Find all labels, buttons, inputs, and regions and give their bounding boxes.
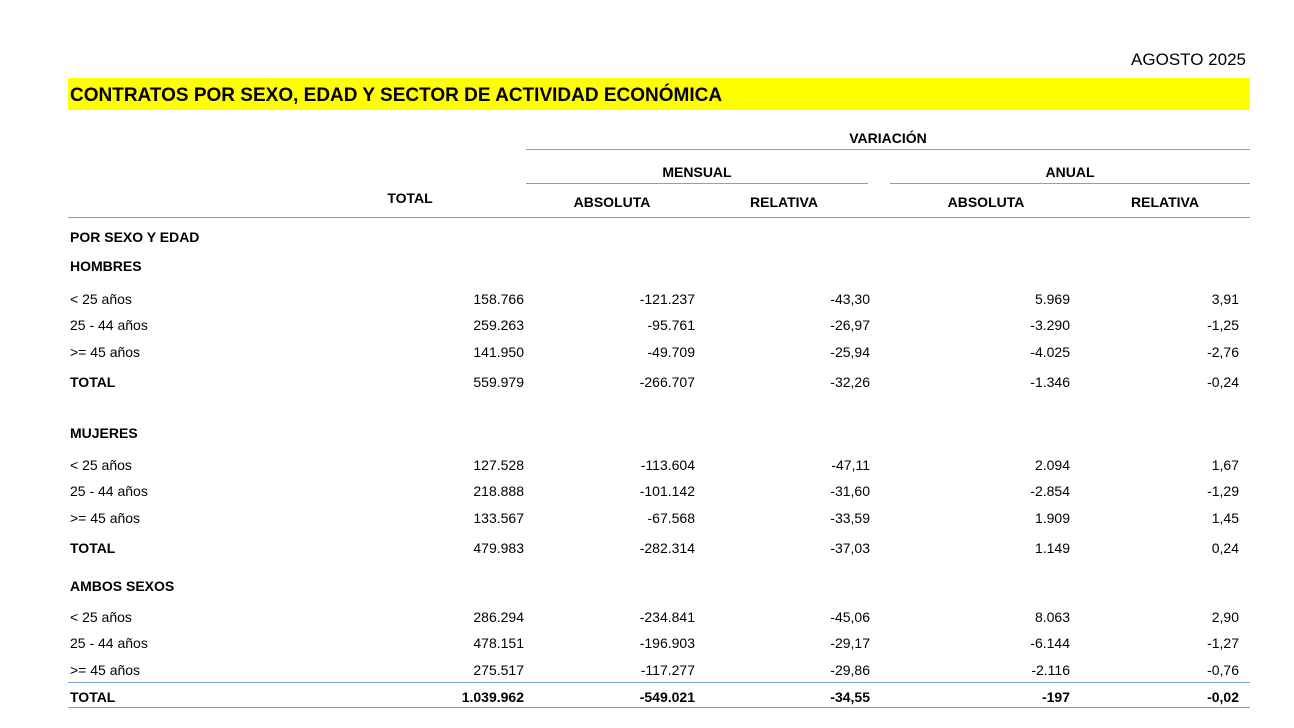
- cell-absoluta-mensual: -549.021: [639, 689, 695, 705]
- cell-relativa-anual: -2,76: [1207, 344, 1239, 360]
- table-row: [70, 635, 1250, 655]
- row-label: 25 - 44 años: [70, 635, 148, 651]
- row-label: >= 45 años: [70, 510, 141, 526]
- cell-total: 218.888: [473, 483, 524, 499]
- header-relativa-mensual: RELATIVA: [750, 194, 818, 210]
- cell-relativa-mensual: -34,55: [830, 689, 870, 705]
- report-period: AGOSTO 2025: [1131, 50, 1246, 69]
- cell-absoluta-anual: 5.969: [1034, 291, 1070, 307]
- cell-relativa-anual: -1,27: [1207, 635, 1239, 651]
- cell-relativa-anual: 0,24: [1211, 540, 1239, 556]
- cell-relativa-mensual: -45,06: [830, 609, 870, 625]
- table-row: [70, 510, 1250, 530]
- cell-relativa-anual: 1,67: [1211, 457, 1239, 473]
- cell-relativa-mensual: -29,17: [830, 635, 870, 651]
- cell-absoluta-anual: -2.116: [1031, 662, 1070, 678]
- table-row: [70, 609, 1250, 629]
- cell-relativa-mensual: -32,26: [830, 374, 870, 390]
- cell-absoluta-anual: 1.149: [1034, 540, 1070, 556]
- cell-relativa-mensual: -25,94: [830, 344, 870, 360]
- total-rule-bottom: [68, 707, 1250, 708]
- header-rule-variacion: [526, 149, 1250, 150]
- cell-relativa-mensual: -31,60: [830, 483, 870, 499]
- cell-absoluta-mensual: -196.903: [639, 635, 695, 651]
- row-label: < 25 años: [70, 609, 132, 625]
- cell-absoluta-anual: -4.025: [1030, 344, 1070, 360]
- header-rule-mensual: [526, 183, 868, 184]
- cell-absoluta-mensual: -113.604: [640, 457, 695, 473]
- table-row: [70, 540, 1250, 560]
- row-label: < 25 años: [70, 291, 132, 307]
- group-heading: HOMBRES: [70, 258, 142, 274]
- section-title: POR SEXO Y EDAD: [70, 229, 200, 245]
- cell-absoluta-mensual: -234.841: [639, 609, 695, 625]
- table-row: [70, 374, 1250, 394]
- table-row: [70, 457, 1250, 477]
- cell-absoluta-anual: -197: [1041, 689, 1070, 705]
- cell-total: 478.151: [473, 635, 524, 651]
- table-row: [70, 291, 1250, 311]
- cell-absoluta-anual: -3.290: [1030, 317, 1070, 333]
- row-label: < 25 años: [70, 457, 132, 473]
- cell-total: 141.950: [473, 344, 524, 360]
- group-heading: AMBOS SEXOS: [70, 578, 175, 594]
- cell-absoluta-mensual: -282.314: [639, 540, 695, 556]
- cell-total: 275.517: [473, 662, 524, 678]
- cell-relativa-anual: -1,25: [1207, 317, 1239, 333]
- cell-absoluta-mensual: -121.237: [639, 291, 695, 307]
- header-total: TOTAL: [387, 190, 433, 206]
- cell-relativa-mensual: -33,59: [830, 510, 870, 526]
- table-row: [70, 317, 1250, 337]
- cell-relativa-mensual: -37,03: [830, 540, 870, 556]
- header-rule-anual: [890, 183, 1250, 184]
- cell-total: 133.567: [473, 510, 524, 526]
- cell-total: 479.983: [473, 540, 524, 556]
- row-label: >= 45 años: [70, 344, 141, 360]
- cell-absoluta-mensual: -49.709: [647, 344, 695, 360]
- cell-relativa-mensual: -26,97: [830, 317, 870, 333]
- cell-absoluta-mensual: -101.142: [639, 483, 695, 499]
- title-banner: [68, 78, 1250, 110]
- header-absoluta-mensual: ABSOLUTA: [573, 194, 651, 210]
- cell-absoluta-anual: 2.094: [1034, 457, 1070, 473]
- cell-relativa-anual: -1,29: [1207, 483, 1239, 499]
- cell-absoluta-anual: -6.144: [1030, 635, 1070, 651]
- header-anual: ANUAL: [1045, 164, 1095, 180]
- cell-relativa-anual: -0,24: [1207, 374, 1239, 390]
- cell-relativa-anual: 1,45: [1211, 510, 1239, 526]
- cell-absoluta-anual: 8.063: [1034, 609, 1070, 625]
- cell-relativa-anual: 2,90: [1211, 609, 1239, 625]
- header-mensual: MENSUAL: [662, 164, 732, 180]
- cell-total: 286.294: [473, 609, 524, 625]
- cell-relativa-anual: -0,76: [1207, 662, 1239, 678]
- table-row: [70, 662, 1250, 682]
- cell-relativa-mensual: -29,86: [830, 662, 870, 678]
- header-variacion: VARIACIÓN: [849, 130, 927, 146]
- table-row: [70, 483, 1250, 503]
- total-rule-top: [68, 682, 1250, 683]
- cell-total: 259.263: [473, 317, 524, 333]
- table-row: [70, 344, 1250, 364]
- row-label: TOTAL: [70, 540, 116, 556]
- cell-absoluta-anual: 1.909: [1034, 510, 1070, 526]
- cell-absoluta-mensual: -117.277: [640, 662, 695, 678]
- group-heading: MUJERES: [70, 425, 138, 441]
- header-bottom-rule: [68, 217, 1250, 218]
- header-relativa-anual: RELATIVA: [1131, 194, 1199, 210]
- page-title: CONTRATOS POR SEXO, EDAD Y SECTOR DE ACTIVIDAD ECONÓMICA: [70, 85, 723, 106]
- row-label: TOTAL: [70, 689, 116, 705]
- header-absoluta-anual: ABSOLUTA: [947, 194, 1025, 210]
- cell-relativa-mensual: -47,11: [831, 457, 870, 473]
- cell-absoluta-mensual: -95.761: [647, 317, 695, 333]
- table-row: [70, 689, 1250, 709]
- cell-absoluta-anual: -1.346: [1030, 374, 1070, 390]
- row-label: 25 - 44 años: [70, 483, 148, 499]
- row-label: 25 - 44 años: [70, 317, 148, 333]
- cell-absoluta-mensual: -67.568: [647, 510, 695, 526]
- cell-total: 1.039.962: [461, 689, 524, 705]
- cell-total: 559.979: [473, 374, 524, 390]
- cell-relativa-mensual: -43,30: [830, 291, 870, 307]
- cell-total: 158.766: [473, 291, 524, 307]
- cell-relativa-anual: -0,02: [1207, 689, 1239, 705]
- row-label: >= 45 años: [70, 662, 141, 678]
- cell-absoluta-anual: -2.854: [1030, 483, 1070, 499]
- cell-absoluta-mensual: -266.707: [639, 374, 695, 390]
- cell-total: 127.528: [473, 457, 524, 473]
- row-label: TOTAL: [70, 374, 116, 390]
- cell-relativa-anual: 3,91: [1211, 291, 1239, 307]
